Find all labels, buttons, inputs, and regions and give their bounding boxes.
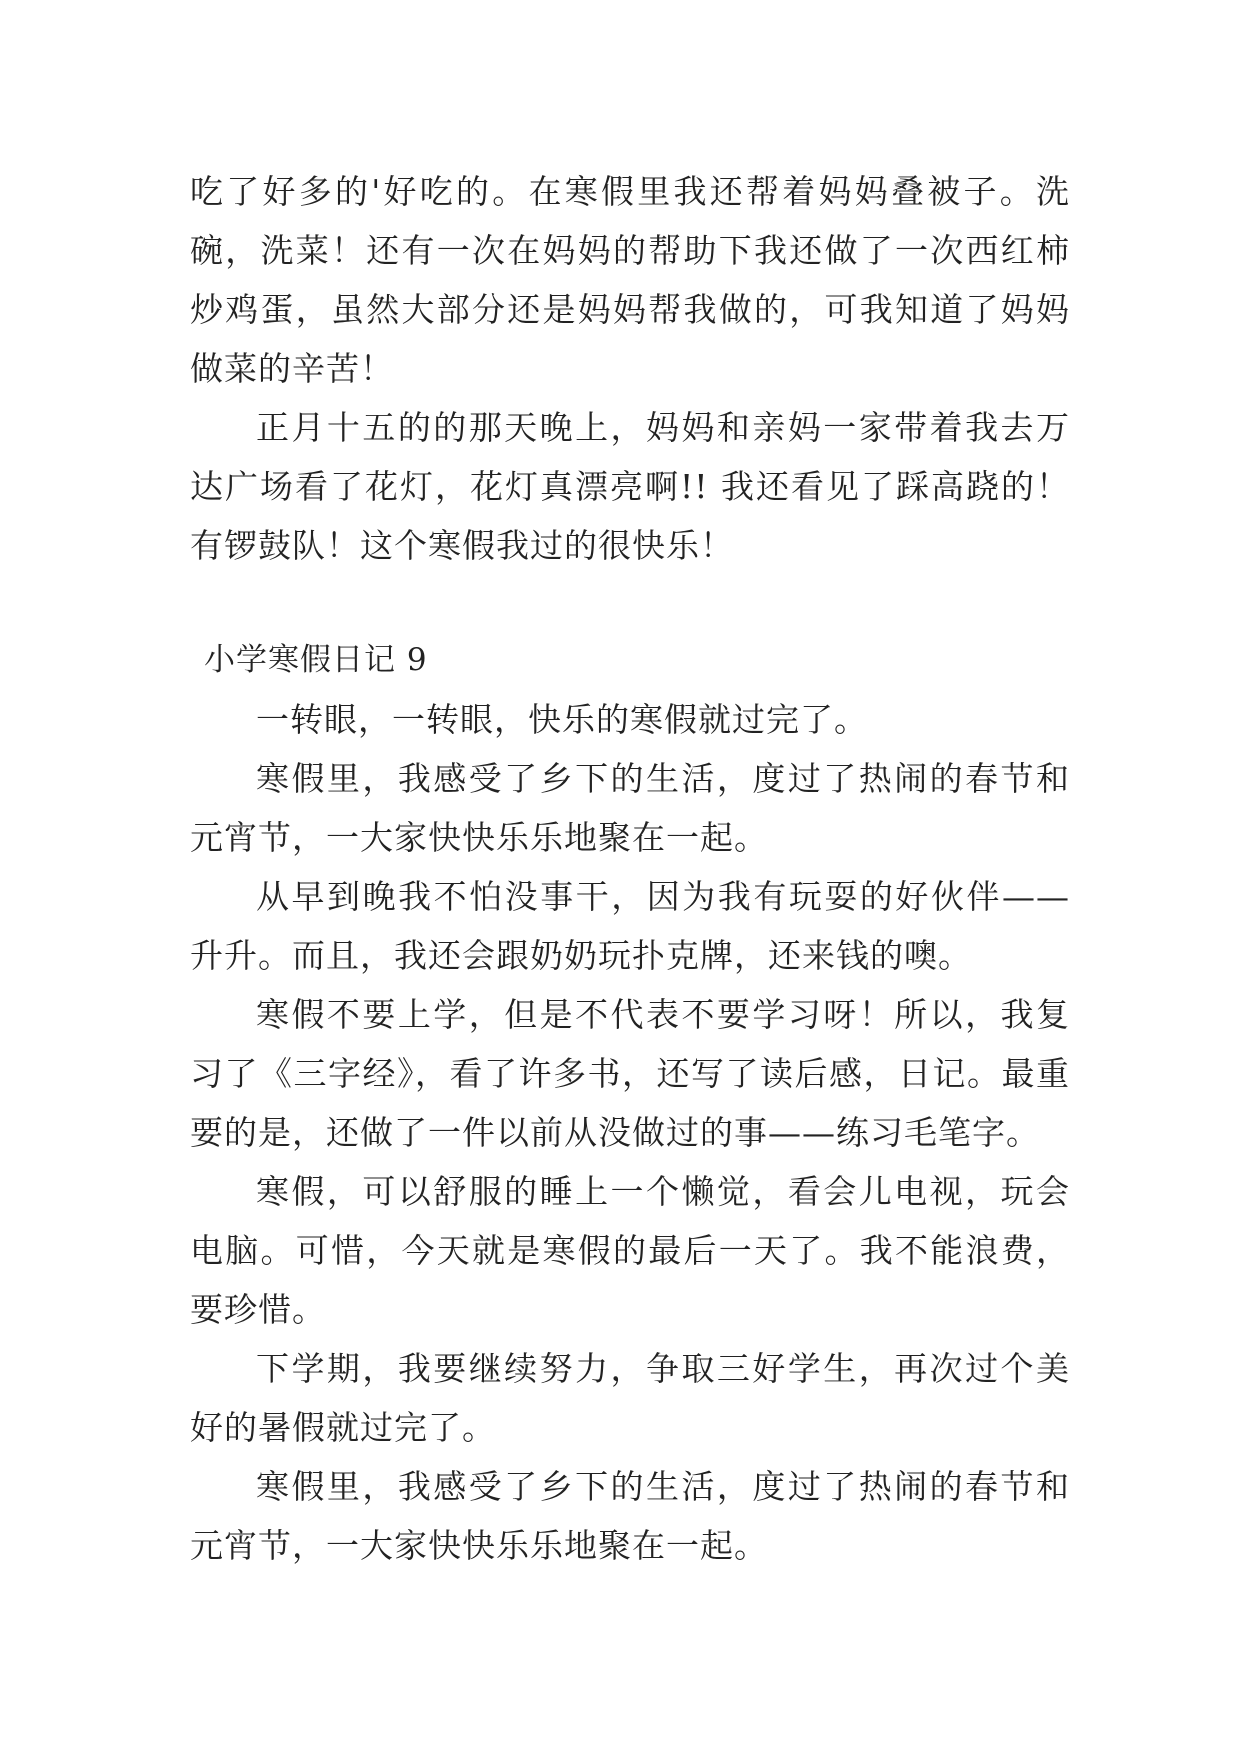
section-title: 小学寒假日记 9 xyxy=(204,642,428,678)
paragraph: 正月十五的的那天晚上，妈妈和亲妈一家带着我去万达广场看了花灯，花灯真漂亮啊!! 我还看见了踩高跷的！有锣鼓队！这个寒假我过的很快乐！ xyxy=(190,408,1070,565)
paragraph: 寒假里，我感受了乡下的生活，度过了热闹的春节和元宵节，一大家快快乐乐地聚在一起。 xyxy=(190,1467,1070,1565)
paragraph: 从早到晚我不怕没事干，因为我有玩耍的好伙伴——升升。而且，我还会跟奶奶玩扑克牌，还来钱的噢。 xyxy=(190,877,1070,975)
paragraph: 一转眼，一转眼，快乐的寒假就过完了。 xyxy=(256,700,868,739)
paragraph: 寒假不要上学，但是不代表不要学习呀！所以，我复习了《三字经》，看了许多书，还写了读后感，日记。最重要的是，还做了一件以前从没做过的事——练习毛笔字。 xyxy=(190,995,1070,1152)
paragraph: 下学期，我要继续努力，争取三好学生，再次过个美好的暑假就过完了。 xyxy=(190,1349,1070,1447)
paragraph: 寒假里，我感受了乡下的生活，度过了热闹的春节和元宵节，一大家快快乐乐地聚在一起。 xyxy=(190,759,1070,857)
paragraph: 寒假，可以舒服的睡上一个懒觉，看会儿电视，玩会电脑。可惜，今天就是寒假的最后一天了。我不能浪费，要珍惜。 xyxy=(190,1172,1070,1329)
document-body xyxy=(190,162,1070,1575)
paragraph: 吃了好多的'好吃的。在寒假里我还帮着妈妈叠被子。洗碗，洗菜！还有一次在妈妈的帮助下我还做了一次西红柿炒鸡蛋，虽然大部分还是妈妈帮我做的，可我知道了妈妈做菜的辛苦！ xyxy=(190,172,1070,388)
